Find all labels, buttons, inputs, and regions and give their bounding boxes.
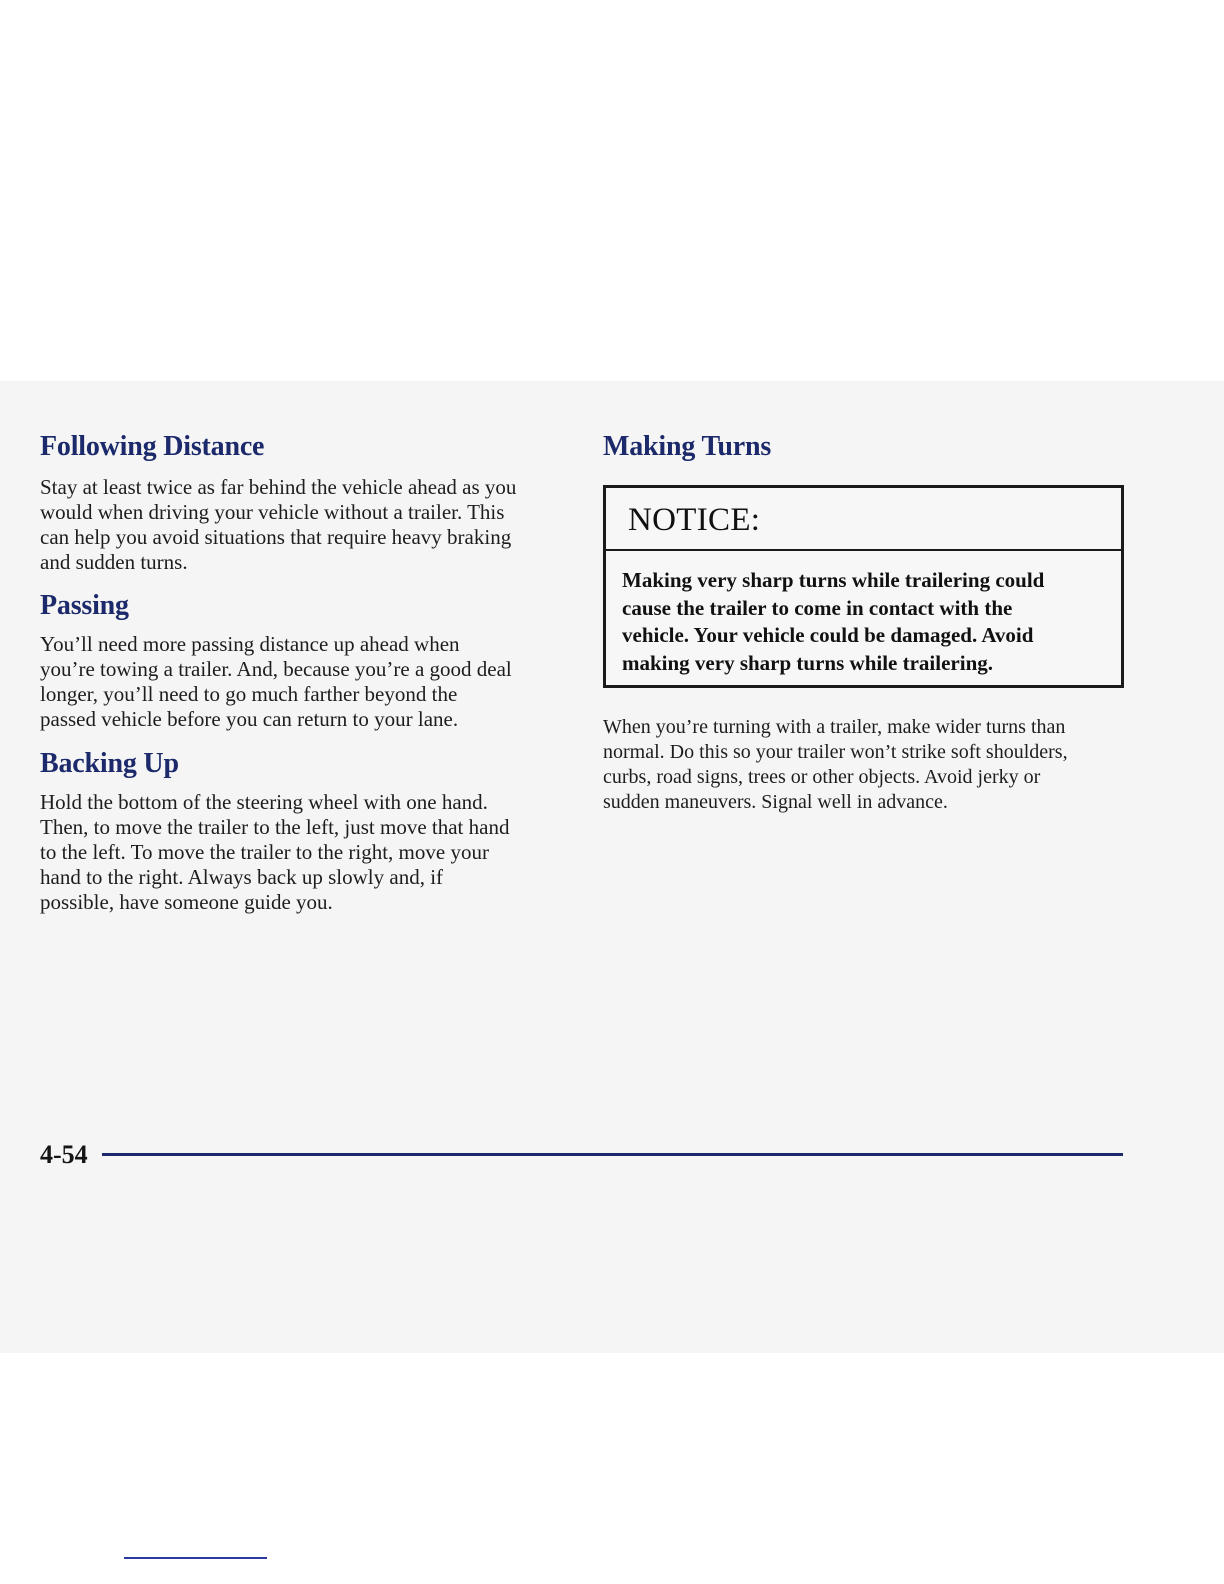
text-line: Stay at least twice as far behind the vehicle ahead as you	[40, 475, 517, 499]
text-line: can help you avoid situations that require heavy braking	[40, 525, 512, 549]
text-line: cause the trailer to come in contact with the	[622, 595, 1013, 620]
paragraph-passing	[40, 632, 512, 732]
notice-box	[603, 485, 1124, 688]
text-line: and sudden turns.	[40, 550, 188, 574]
text-line: When you’re turning with a trailer, make wider turns than	[603, 716, 1066, 738]
notice-title: NOTICE:	[628, 502, 761, 538]
paragraph-following-distance	[40, 475, 516, 575]
text-line: You’ll need more passing distance up ahead when	[40, 632, 460, 656]
text-line: hand to the right. Always back up slowly and, if	[40, 865, 444, 889]
bottom-link-underline	[124, 1557, 267, 1559]
heading-following-distance: Following Distance	[40, 431, 265, 462]
text-line: to the left. To move the trailer to the right, move your	[40, 840, 489, 864]
text-line: Making very sharp turns while trailering could	[622, 568, 1045, 592]
heading-making-turns: Making Turns	[603, 431, 772, 462]
text-line: longer, you’ll need to go much farther beyond the	[40, 682, 458, 706]
text-line: making very sharp turns while trailering.	[622, 650, 993, 675]
text-line: Hold the bottom of the steering wheel with one hand.	[40, 790, 488, 814]
paragraph-backing-up	[40, 790, 509, 915]
page-content-area	[0, 381, 1224, 1353]
heading-backing-up: Backing Up	[40, 748, 179, 779]
notice-text	[622, 567, 1112, 677]
text-line: possible, have someone guide you.	[40, 890, 333, 914]
heading-passing: Passing	[40, 590, 129, 621]
text-line: would when driving your vehicle without a trailer. This	[40, 500, 505, 524]
text-line: sudden maneuvers. Signal well in advance.	[603, 791, 948, 813]
page-number: 4-54	[40, 1140, 88, 1169]
footer-rule	[102, 1153, 1123, 1156]
text-line: Then, to move the trailer to the left, just move that hand	[40, 815, 510, 839]
text-line: curbs, road signs, trees or other objects. Avoid jerky or	[603, 766, 1041, 788]
text-line: passed vehicle before you can return to your lane.	[40, 707, 459, 731]
text-line: vehicle. Your vehicle could be damaged. Avoid	[622, 623, 1034, 647]
text-line: you’re towing a trailer. And, because you’re a good deal	[40, 657, 512, 681]
text-line: normal. Do this so your trailer won’t strike soft shoulders,	[603, 741, 1068, 763]
paragraph-making-turns	[603, 715, 1068, 815]
notice-divider	[606, 549, 1121, 551]
